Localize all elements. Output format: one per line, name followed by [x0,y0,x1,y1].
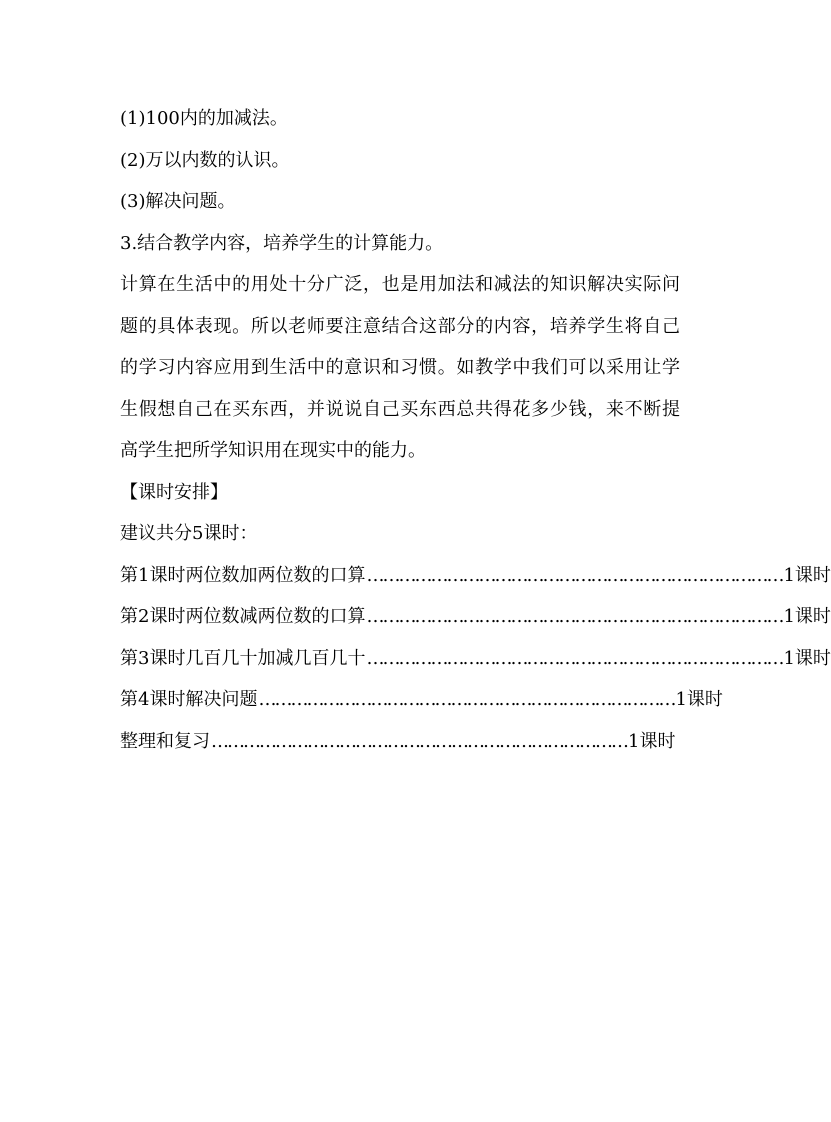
list-item: (1)100内的加减法。 [120,108,288,129]
dot-leader: …………………………………………………………………… [258,689,675,710]
schedule-row-title: 第4课时解决问题 [120,689,258,710]
paragraph-line: 计算在生活中的用处十分广泛，也是用加法和减法的知识解决实际问 [120,274,680,295]
paragraph-line: 题的具体表现。所以老师要注意结合这部分的内容，培养学生将自己 [120,315,680,337]
list-item: (3)解决问题。 [120,191,236,212]
schedule-row [120,638,831,680]
dot-leader: …………………………………………………………………… [366,647,783,669]
document-page [120,98,831,762]
section-heading: 3.结合教学内容，培养学生的计算能力。 [120,232,444,254]
schedule-intro: 建议共分5课时： [120,523,258,544]
schedule-row-title: 第1课时两位数加两位数的口算 [120,564,366,586]
schedule-row-value: 1课时 [783,564,831,586]
schedule-row-value: 1课时 [628,730,676,752]
schedule-row-value: 1课时 [783,606,831,627]
schedule-row-value: 1课时 [675,689,723,710]
dot-leader: …………………………………………………………………… [211,730,627,752]
schedule-row-title: 第2课时两位数减两位数的口算 [120,606,366,627]
body-paragraph [120,264,680,472]
schedule-row-title: 第3课时几百几十加减几百几十 [120,647,366,669]
paragraph-line: 的学习内容应用到生活中的意识和习惯。如教学中我们可以采用让学 [120,357,680,378]
schedule-heading: 【课时安排】 [120,481,228,503]
paragraph-line: 生假想自己在买东西，并说说自己买东西总共得花多少钱，来不断提 [120,398,680,420]
schedule-row-title: 整理和复习 [120,730,210,752]
schedule-row [120,596,831,638]
schedule-row-value: 1课时 [783,647,831,669]
schedule-row [120,555,831,597]
dot-leader: …………………………………………………………………… [366,564,783,586]
dot-leader: …………………………………………………………………… [366,606,783,627]
paragraph-line: 高学生把所学知识用在现实中的能力。 [120,440,426,461]
schedule-row [120,721,676,763]
schedule-row [120,679,723,721]
list-item: (2)万以内数的认识。 [120,149,290,171]
